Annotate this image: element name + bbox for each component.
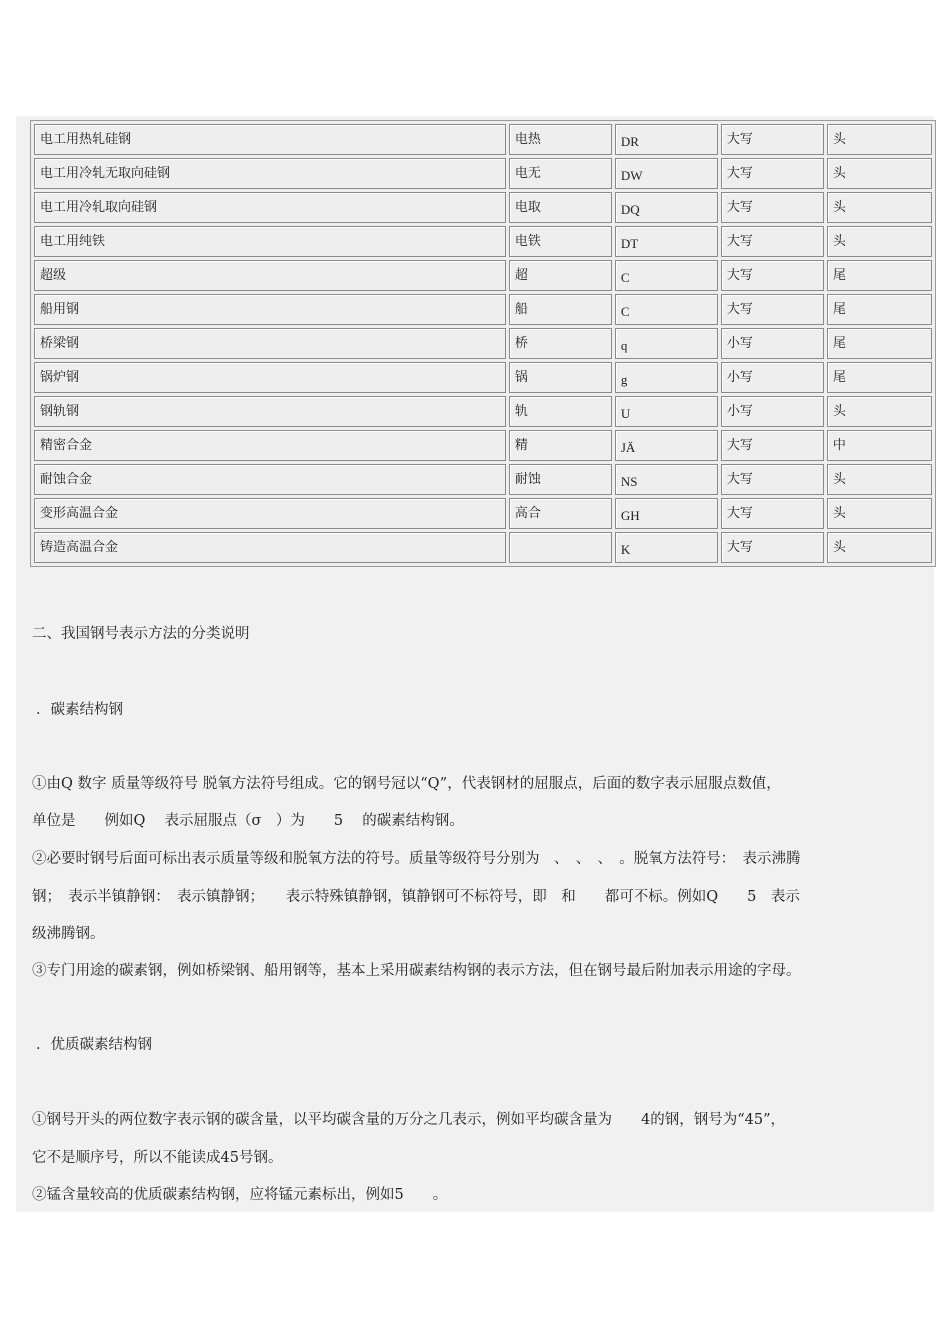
paragraph-line: ①钢号开头的两位数字表示钢的碳含量，以平均碳含量的万分之几表示，例如平均碳含量为 4的钢，钢号为“45”， bbox=[32, 1112, 785, 1128]
table-cell-case: 大写 bbox=[721, 226, 824, 257]
table-cell-case: 小写 bbox=[721, 396, 824, 427]
table-cell-position: 头 bbox=[827, 498, 932, 529]
table-cell-code: GH bbox=[615, 498, 718, 529]
table-row bbox=[34, 430, 932, 461]
document-page bbox=[16, 116, 934, 1212]
table-cell-case: 大写 bbox=[721, 532, 824, 563]
table-cell-code: DW bbox=[615, 158, 718, 189]
table-cell-case: 大写 bbox=[721, 498, 824, 529]
table-row bbox=[34, 362, 932, 393]
table-cell-position: 尾 bbox=[827, 260, 932, 291]
paragraph-line: 级沸腾钢。 bbox=[32, 926, 105, 942]
table-row bbox=[34, 532, 932, 563]
table-cell-position: 头 bbox=[827, 532, 932, 563]
table-cell-position: 头 bbox=[827, 124, 932, 155]
table-cell-case: 小写 bbox=[721, 328, 824, 359]
table-cell-code: NS bbox=[615, 464, 718, 495]
table-cell-case: 大写 bbox=[721, 430, 824, 461]
table-row bbox=[34, 464, 932, 495]
table-cell-position: 头 bbox=[827, 396, 932, 427]
table-cell-position: 中 bbox=[827, 430, 932, 461]
table-row bbox=[34, 396, 932, 427]
paragraph-line: ②锰含量较高的优质碳素结构钢，应将锰元素标出，例如5 。 bbox=[32, 1187, 448, 1203]
table-cell-name: 电工用热轧硅钢 bbox=[34, 124, 506, 155]
table-cell-abbr: 电热 bbox=[509, 124, 612, 155]
table-cell-name: 船用钢 bbox=[34, 294, 506, 325]
table-cell-abbr: 电铁 bbox=[509, 226, 612, 257]
section-title: 二、我国钢号表示方法的分类说明 bbox=[32, 626, 250, 642]
table-cell-abbr: 船 bbox=[509, 294, 612, 325]
table-cell-name: 电工用冷轧无取向硅钢 bbox=[34, 158, 506, 189]
table-cell-code: C bbox=[615, 294, 718, 325]
table-cell-abbr: 超 bbox=[509, 260, 612, 291]
table-cell-name: 电工用冷轧取向硅钢 bbox=[34, 192, 506, 223]
table-row bbox=[34, 124, 932, 155]
paragraph-line: 它不是顺序号，所以不能读成45号钢。 bbox=[32, 1150, 283, 1166]
table-cell-code: K bbox=[615, 532, 718, 563]
table-cell-abbr: 锅 bbox=[509, 362, 612, 393]
subsection-title-quality-carbon-steel: ．优质碳素结构钢 bbox=[36, 1037, 152, 1053]
paragraph-line: ②必要时钢号后面可标出表示质量等级和脱氧方法的符号。质量等级符号分别为 、 、 、 。脱氧方法符号： 表示沸腾 bbox=[32, 851, 801, 867]
table-cell-abbr: 耐蚀 bbox=[509, 464, 612, 495]
table-cell-abbr: 轨 bbox=[509, 396, 612, 427]
table-cell-code: DR bbox=[615, 124, 718, 155]
table-row bbox=[34, 498, 932, 529]
table-cell-abbr bbox=[509, 532, 612, 563]
table-row bbox=[34, 294, 932, 325]
table-row bbox=[34, 226, 932, 257]
subsection-title-carbon-structural-steel: ．碳素结构钢 bbox=[36, 702, 123, 718]
table-cell-position: 头 bbox=[827, 158, 932, 189]
table-cell-name: 锅炉钢 bbox=[34, 362, 506, 393]
table-cell-code: JÄ bbox=[615, 430, 718, 461]
table-row bbox=[34, 260, 932, 291]
table-cell-case: 大写 bbox=[721, 464, 824, 495]
table-cell-position: 头 bbox=[827, 226, 932, 257]
steel-code-table bbox=[30, 120, 936, 567]
table-cell-position: 尾 bbox=[827, 328, 932, 359]
table-cell-name: 电工用纯铁 bbox=[34, 226, 506, 257]
paragraph-line: ③专门用途的碳素钢，例如桥梁钢、船用钢等，基本上采用碳素结构钢的表示方法，但在钢号最后附加表示用途的字母。 bbox=[32, 963, 801, 979]
table-cell-code: q bbox=[615, 328, 718, 359]
table-row bbox=[34, 158, 932, 189]
paragraph-line: ①由Q 数字 质量等级符号 脱氧方法符号组成。它的钢号冠以“Q”，代表钢材的屈服点，后面的数字表示屈服点数值， bbox=[32, 776, 781, 792]
table-cell-abbr: 精 bbox=[509, 430, 612, 461]
table-cell-code: DT bbox=[615, 226, 718, 257]
table-cell-name: 桥梁钢 bbox=[34, 328, 506, 359]
table-cell-name: 超级 bbox=[34, 260, 506, 291]
table-cell-case: 大写 bbox=[721, 294, 824, 325]
table-cell-name: 精密合金 bbox=[34, 430, 506, 461]
table-cell-code: C bbox=[615, 260, 718, 291]
table-cell-name: 变形高温合金 bbox=[34, 498, 506, 529]
table-cell-name: 钢轨钢 bbox=[34, 396, 506, 427]
table-cell-case: 大写 bbox=[721, 158, 824, 189]
table-cell-abbr: 电取 bbox=[509, 192, 612, 223]
table-cell-code: DQ bbox=[615, 192, 718, 223]
paragraph-line: 单位是 例如Q 表示屈服点（σ ）为 5 的碳素结构钢。 bbox=[32, 813, 464, 829]
paragraph-line: 钢； 表示半镇静钢： 表示镇静钢； 表示特殊镇静钢，镇静钢可不标符号，即 和 都可不标。例如Q 5 表示 bbox=[32, 889, 800, 905]
table-cell-abbr: 桥 bbox=[509, 328, 612, 359]
table-cell-case: 小写 bbox=[721, 362, 824, 393]
table-cell-code: g bbox=[615, 362, 718, 393]
table-cell-position: 头 bbox=[827, 464, 932, 495]
table-cell-position: 尾 bbox=[827, 294, 932, 325]
table-cell-abbr: 电无 bbox=[509, 158, 612, 189]
table-row bbox=[34, 192, 932, 223]
table-cell-code: U bbox=[615, 396, 718, 427]
table-cell-name: 耐蚀合金 bbox=[34, 464, 506, 495]
table-cell-position: 头 bbox=[827, 192, 932, 223]
table-cell-position: 尾 bbox=[827, 362, 932, 393]
table-cell-abbr: 高合 bbox=[509, 498, 612, 529]
table-cell-case: 大写 bbox=[721, 260, 824, 291]
table-cell-case: 大写 bbox=[721, 124, 824, 155]
table-row bbox=[34, 328, 932, 359]
table-cell-case: 大写 bbox=[721, 192, 824, 223]
table-cell-name: 铸造高温合金 bbox=[34, 532, 506, 563]
